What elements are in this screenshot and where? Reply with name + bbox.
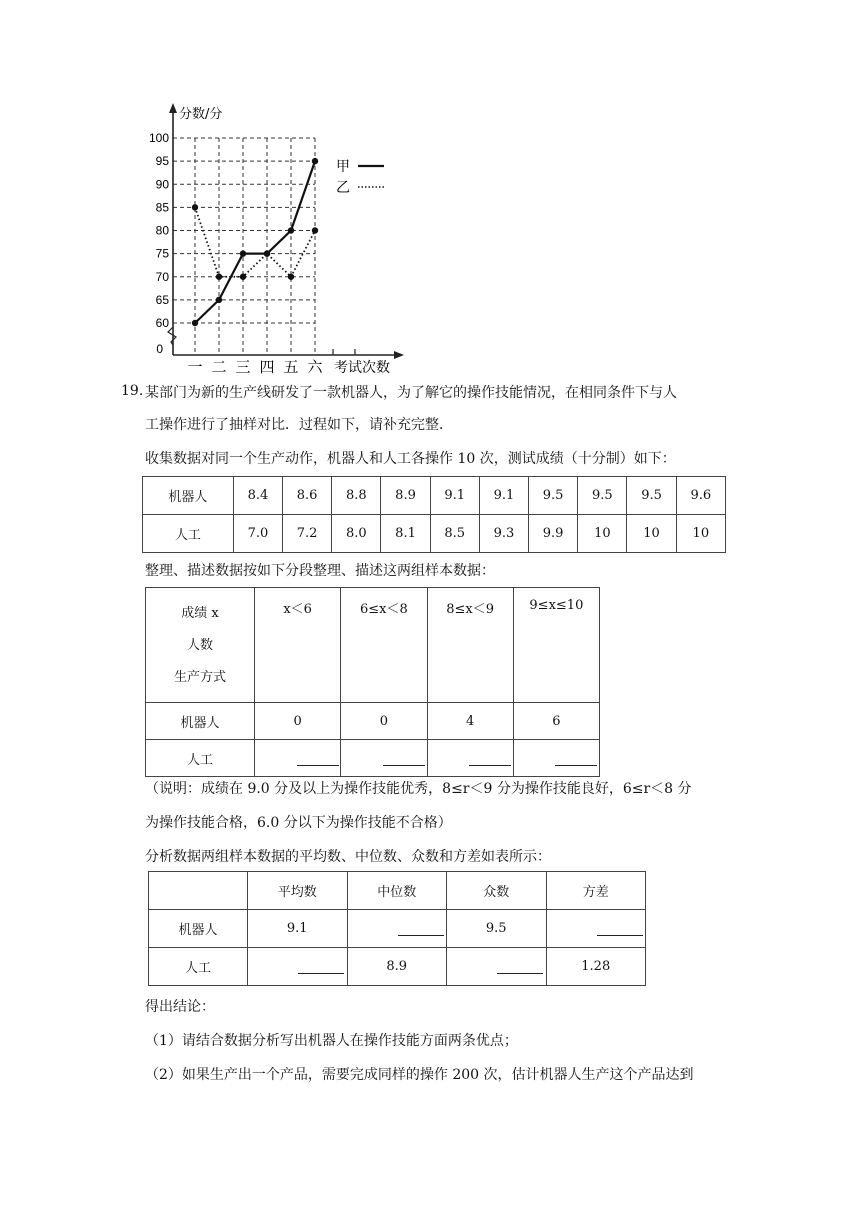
blank-cell[interactable]	[347, 910, 447, 948]
x-axis-arrow	[394, 351, 404, 359]
row-label: 机器人	[143, 477, 234, 515]
blank-cell[interactable]	[341, 740, 427, 777]
cell: 9.6	[676, 477, 725, 515]
row-label: 人工	[143, 515, 234, 553]
table-row	[143, 515, 726, 553]
cell: 8.9	[347, 948, 447, 986]
cell: 7.2	[283, 515, 332, 553]
header-cell: 中位数	[347, 872, 447, 910]
blank-cell[interactable]	[255, 740, 341, 777]
data-point	[288, 227, 294, 233]
statistics-table	[148, 871, 646, 986]
data-point	[216, 274, 222, 280]
frequency-table	[145, 587, 600, 777]
question-number: 19.	[121, 383, 144, 399]
cell: 8.5	[430, 515, 479, 553]
note-line-1: （说明：成绩在 9.0 分及以上为操作技能优秀，8≤r＜9 分为操作技能良好，6≤r＜8 分	[145, 781, 692, 797]
y-tick-label: 100	[148, 131, 169, 145]
cell: 9.1	[479, 477, 528, 515]
y-axis-title: 分数/分	[179, 107, 223, 122]
corner-score: 成绩 x	[181, 606, 219, 621]
data-point	[240, 274, 246, 280]
question-1: （1）请结合数据分析写出机器人在操作技能方面两条优点；	[145, 1033, 518, 1049]
conclusion-text: 得出结论：	[145, 999, 215, 1015]
data-point	[216, 297, 222, 303]
cell: 8.4	[233, 477, 282, 515]
x-tick-label: 五	[283, 358, 299, 375]
cell: 0	[341, 703, 427, 740]
cell: 0	[255, 703, 341, 740]
blank-cell[interactable]	[248, 948, 348, 986]
note-line-2: 为操作技能合格，6.0 分以下为操作技能不合格）	[145, 815, 452, 831]
series-line-2	[195, 207, 315, 276]
data-point	[192, 204, 198, 210]
fill-blank[interactable]	[555, 751, 597, 766]
table-row	[149, 948, 646, 986]
y-tick-label: 75	[155, 246, 169, 261]
intro-line-2: 工操作进行了抽样对比．过程如下，请补充完整．	[145, 417, 453, 433]
cell: 9.5	[447, 910, 547, 948]
blank-cell[interactable]	[447, 948, 547, 986]
row-label: 机器人	[149, 910, 248, 948]
header-cell: 9≤x≤10	[513, 588, 599, 703]
fill-blank[interactable]	[497, 959, 543, 974]
corner-method: 生产方式	[173, 670, 226, 685]
header-cell: 8≤x＜9	[427, 588, 513, 703]
fill-blank[interactable]	[398, 921, 444, 936]
axis-break	[168, 327, 176, 345]
row-label: 机器人	[146, 703, 255, 740]
cell: 10	[627, 515, 676, 553]
fill-blank[interactable]	[298, 959, 344, 974]
cell: 8.0	[332, 515, 381, 553]
x-tick-label: 三	[235, 358, 251, 375]
legend-label: 甲	[336, 159, 350, 175]
intro-line-1: 某部门为新的生产线研发了一款机器人，为了解它的操作技能情况，在相同条件下与人	[145, 385, 677, 401]
data-point	[192, 320, 198, 326]
row-label: 人工	[149, 948, 248, 986]
row-label: 人工	[146, 740, 255, 777]
chart-series	[192, 158, 318, 326]
question-2: （2）如果生产出一个产品，需要完成同样的操作 200 次，估计机器人生产这个产品达到	[145, 1067, 694, 1083]
y-tick-label: 95	[155, 154, 169, 169]
analyze-text: 分析数据两组样本数据的平均数、中位数、众数和方差如表所示：	[145, 849, 551, 865]
cell: 6	[513, 703, 599, 740]
y-axis-arrow	[169, 103, 177, 113]
cell: 10	[578, 515, 627, 553]
fill-blank[interactable]	[597, 921, 643, 936]
table-row	[146, 703, 600, 740]
table-row	[149, 872, 646, 910]
x-tick-label: 二	[211, 358, 227, 375]
table-row	[146, 588, 600, 703]
fill-blank[interactable]	[297, 751, 339, 766]
blank-cell[interactable]	[513, 740, 599, 777]
data-point	[288, 274, 294, 280]
y-tick-label: 65	[155, 292, 169, 307]
corner-count: 人数	[186, 638, 213, 653]
corner-cell	[146, 588, 255, 703]
cell: 8.9	[381, 477, 430, 515]
cell: 1.28	[546, 948, 646, 986]
cell: 9.5	[627, 477, 676, 515]
header-cell: 平均数	[248, 872, 348, 910]
y-tick-label: 80	[155, 223, 169, 238]
cell: 9.5	[578, 477, 627, 515]
y-tick-label: 90	[155, 177, 169, 192]
table-row	[143, 477, 726, 515]
x-tick-label: 六	[307, 358, 323, 375]
collect-text: 收集数据对同一个生产动作，机器人和人工各操作 10 次，测试成绩（十分制）如下：	[145, 451, 676, 467]
cell: 9.1	[248, 910, 348, 948]
header-cell: x＜6	[255, 588, 341, 703]
table-row	[149, 910, 646, 948]
cell: 4	[427, 703, 513, 740]
legend-label: 乙	[336, 180, 350, 196]
table-row	[146, 740, 600, 777]
score-line-chart	[140, 95, 420, 375]
blank-cell[interactable]	[546, 910, 646, 948]
fill-blank[interactable]	[469, 751, 511, 766]
cell: 8.1	[381, 515, 430, 553]
y-tick-label: 70	[155, 269, 169, 284]
header-cell: 6≤x＜8	[341, 588, 427, 703]
blank-cell[interactable]	[427, 740, 513, 777]
cell: 9.3	[479, 515, 528, 553]
header-cell: 众数	[447, 872, 547, 910]
y-tick-label: 85	[155, 200, 169, 215]
raw-data-table	[142, 476, 726, 553]
cell: 9.5	[529, 477, 578, 515]
cell: 9.1	[430, 477, 479, 515]
cell: 10	[676, 515, 725, 553]
cell: 8.8	[332, 477, 381, 515]
data-point	[312, 158, 318, 164]
header-cell: 方差	[546, 872, 646, 910]
organize-text: 整理、描述数据按如下分段整理、描述这两组样本数据：	[145, 563, 495, 579]
series-line-1	[195, 161, 315, 323]
data-point	[312, 227, 318, 233]
chart-legend	[336, 159, 384, 196]
x-axis-title: 考试次数	[334, 360, 390, 375]
data-point	[240, 250, 246, 256]
y-tick-label: 60	[155, 316, 169, 330]
x-tick-label: 四	[259, 358, 275, 375]
fill-blank[interactable]	[383, 751, 425, 766]
cell: 8.6	[283, 477, 332, 515]
x-tick-label: 一	[187, 358, 203, 375]
header-cell	[149, 872, 248, 910]
cell: 7.0	[233, 515, 282, 553]
data-point	[264, 250, 270, 256]
cell: 9.9	[529, 515, 578, 553]
y-tick-label: 0	[156, 342, 163, 356]
chart-ticks	[149, 106, 390, 375]
